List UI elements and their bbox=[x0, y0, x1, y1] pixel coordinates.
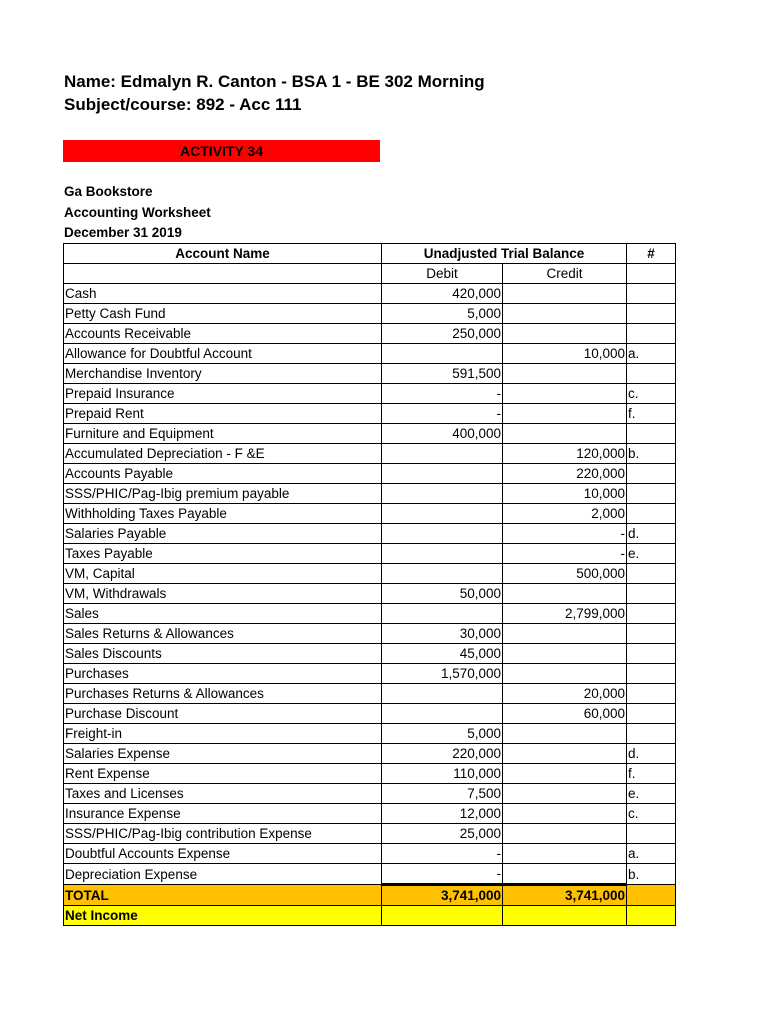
account-name-cell: Allowance for Doubtful Account bbox=[64, 344, 382, 364]
table-row bbox=[64, 344, 676, 364]
debit-cell bbox=[382, 504, 503, 524]
account-name-cell: Salaries Expense bbox=[64, 744, 382, 764]
adjustment-ref-cell: c. bbox=[627, 804, 676, 824]
debit-cell: 5,000 bbox=[382, 724, 503, 744]
total-row bbox=[64, 885, 676, 906]
account-name-cell: Insurance Expense bbox=[64, 804, 382, 824]
debit-cell bbox=[382, 684, 503, 704]
total-hash bbox=[627, 885, 676, 906]
adjustment-ref-cell bbox=[627, 304, 676, 324]
account-name-header: Account Name bbox=[64, 244, 382, 264]
debit-cell: 12,000 bbox=[382, 804, 503, 824]
table-row bbox=[64, 584, 676, 604]
adjustment-ref-cell: d. bbox=[627, 524, 676, 544]
credit-cell bbox=[503, 644, 627, 664]
credit-cell: - bbox=[503, 544, 627, 564]
debit-cell: - bbox=[382, 404, 503, 424]
debit-cell: 420,000 bbox=[382, 284, 503, 304]
adjustment-ref-cell bbox=[627, 604, 676, 624]
debit-cell bbox=[382, 544, 503, 564]
account-name-cell: Sales bbox=[64, 604, 382, 624]
credit-cell: 10,000 bbox=[503, 484, 627, 504]
table-row bbox=[64, 324, 676, 344]
table-row bbox=[64, 764, 676, 784]
debit-cell bbox=[382, 464, 503, 484]
subject-course-line: Subject/course: 892 - Acc 111 bbox=[64, 95, 302, 114]
debit-header: Debit bbox=[382, 264, 503, 284]
table-row bbox=[64, 844, 676, 864]
credit-cell: 120,000 bbox=[503, 444, 627, 464]
account-name-cell: Purchases bbox=[64, 664, 382, 684]
account-name-cell: Rent Expense bbox=[64, 764, 382, 784]
debit-cell: 7,500 bbox=[382, 784, 503, 804]
total-credit: 3,741,000 bbox=[503, 885, 627, 906]
adjustment-ref-cell: a. bbox=[627, 844, 676, 864]
credit-cell bbox=[503, 404, 627, 424]
table-row bbox=[64, 824, 676, 844]
table-row bbox=[64, 724, 676, 744]
debit-cell bbox=[382, 344, 503, 364]
debit-cell: - bbox=[382, 844, 503, 864]
document-title: Accounting Worksheet bbox=[64, 205, 211, 220]
utb-header: Unadjusted Trial Balance bbox=[382, 244, 627, 264]
account-name-cell: Petty Cash Fund bbox=[64, 304, 382, 324]
adjustment-ref-cell bbox=[627, 284, 676, 304]
debit-cell: 45,000 bbox=[382, 644, 503, 664]
table-row bbox=[64, 664, 676, 684]
account-name-cell: Cash bbox=[64, 284, 382, 304]
account-name-cell: Depreciation Expense bbox=[64, 864, 382, 885]
adjustment-ref-cell: e. bbox=[627, 544, 676, 564]
account-name-cell: Purchase Discount bbox=[64, 704, 382, 724]
adjustment-ref-cell: b. bbox=[627, 444, 676, 464]
table-row bbox=[64, 424, 676, 444]
adjustment-ref-cell bbox=[627, 324, 676, 344]
credit-cell bbox=[503, 784, 627, 804]
credit-cell bbox=[503, 624, 627, 644]
debit-cell bbox=[382, 704, 503, 724]
adjustment-ref-cell bbox=[627, 724, 676, 744]
credit-cell bbox=[503, 324, 627, 344]
header-row bbox=[64, 244, 676, 264]
credit-cell bbox=[503, 284, 627, 304]
table-row bbox=[64, 624, 676, 644]
subheader-blank bbox=[64, 264, 382, 284]
account-name-cell: SSS/PHIC/Pag-Ibig premium payable bbox=[64, 484, 382, 504]
debit-cell: 1,570,000 bbox=[382, 664, 503, 684]
credit-cell bbox=[503, 384, 627, 404]
document-date: December 31 2019 bbox=[64, 225, 182, 240]
total-label: TOTAL bbox=[64, 885, 382, 906]
table-row bbox=[64, 304, 676, 324]
account-name-cell: Prepaid Insurance bbox=[64, 384, 382, 404]
credit-cell bbox=[503, 824, 627, 844]
debit-cell: - bbox=[382, 864, 503, 885]
account-name-cell: Sales Returns & Allowances bbox=[64, 624, 382, 644]
company-name: Ga Bookstore bbox=[64, 184, 153, 199]
account-name-cell: Doubtful Accounts Expense bbox=[64, 844, 382, 864]
adjustment-ref-cell bbox=[627, 824, 676, 844]
account-name-cell: Salaries Payable bbox=[64, 524, 382, 544]
adjustment-ref-cell bbox=[627, 704, 676, 724]
adjustment-ref-cell: d. bbox=[627, 744, 676, 764]
adjustment-ref-cell bbox=[627, 364, 676, 384]
credit-cell bbox=[503, 364, 627, 384]
account-name-cell: Sales Discounts bbox=[64, 644, 382, 664]
subheader-blank-hash bbox=[627, 264, 676, 284]
credit-cell bbox=[503, 844, 627, 864]
account-name-cell: Taxes and Licenses bbox=[64, 784, 382, 804]
adjustment-ref-cell bbox=[627, 484, 676, 504]
credit-cell: 20,000 bbox=[503, 684, 627, 704]
debit-cell: 400,000 bbox=[382, 424, 503, 444]
debit-cell bbox=[382, 484, 503, 504]
adjustment-ref-cell bbox=[627, 684, 676, 704]
debit-cell: - bbox=[382, 384, 503, 404]
table-row bbox=[64, 284, 676, 304]
debit-cell bbox=[382, 444, 503, 464]
credit-cell bbox=[503, 584, 627, 604]
table-row bbox=[64, 744, 676, 764]
net-income-debit bbox=[382, 906, 503, 926]
credit-header: Credit bbox=[503, 264, 627, 284]
table-row bbox=[64, 524, 676, 544]
credit-cell bbox=[503, 764, 627, 784]
student-name-line: Name: Edmalyn R. Canton - BSA 1 - BE 302 Morning bbox=[64, 72, 485, 91]
net-income-hash bbox=[627, 906, 676, 926]
adjustment-ref-cell: e. bbox=[627, 784, 676, 804]
account-name-cell: Freight-in bbox=[64, 724, 382, 744]
adjustment-ref-cell bbox=[627, 644, 676, 664]
credit-cell: 2,799,000 bbox=[503, 604, 627, 624]
credit-cell: - bbox=[503, 524, 627, 544]
table-row bbox=[64, 384, 676, 404]
subheader-row bbox=[64, 264, 676, 284]
debit-cell: 250,000 bbox=[382, 324, 503, 344]
account-name-cell: Furniture and Equipment bbox=[64, 424, 382, 444]
credit-cell: 10,000 bbox=[503, 344, 627, 364]
worksheet-table bbox=[63, 243, 676, 926]
credit-cell bbox=[503, 744, 627, 764]
table-row bbox=[64, 444, 676, 464]
debit-cell: 220,000 bbox=[382, 744, 503, 764]
account-name-cell: Prepaid Rent bbox=[64, 404, 382, 424]
table-row bbox=[64, 704, 676, 724]
credit-cell: 60,000 bbox=[503, 704, 627, 724]
table-row bbox=[64, 404, 676, 424]
table-row bbox=[64, 364, 676, 384]
account-name-cell: Withholding Taxes Payable bbox=[64, 504, 382, 524]
adjustment-ref-cell: a. bbox=[627, 344, 676, 364]
credit-cell: 500,000 bbox=[503, 564, 627, 584]
debit-cell: 5,000 bbox=[382, 304, 503, 324]
credit-cell: 2,000 bbox=[503, 504, 627, 524]
table-row bbox=[64, 544, 676, 564]
adjustment-ref-cell bbox=[627, 584, 676, 604]
table-row bbox=[64, 504, 676, 524]
adjustment-ref-cell: f. bbox=[627, 404, 676, 424]
adjustment-ref-cell bbox=[627, 504, 676, 524]
adjustment-ref-cell: c. bbox=[627, 384, 676, 404]
credit-cell bbox=[503, 724, 627, 744]
debit-cell: 30,000 bbox=[382, 624, 503, 644]
total-debit: 3,741,000 bbox=[382, 885, 503, 906]
account-name-cell: VM, Capital bbox=[64, 564, 382, 584]
adjustment-ref-cell bbox=[627, 664, 676, 684]
debit-cell: 25,000 bbox=[382, 824, 503, 844]
credit-cell bbox=[503, 664, 627, 684]
net-income-label: Net Income bbox=[64, 906, 382, 926]
net-income-row bbox=[64, 906, 676, 926]
account-name-cell: Accumulated Depreciation - F &E bbox=[64, 444, 382, 464]
table-row bbox=[64, 464, 676, 484]
hash-header: # bbox=[627, 244, 676, 264]
account-name-cell: Purchases Returns & Allowances bbox=[64, 684, 382, 704]
table-row bbox=[64, 864, 676, 885]
adjustment-ref-cell: b. bbox=[627, 864, 676, 885]
account-name-cell: Accounts Payable bbox=[64, 464, 382, 484]
account-name-cell: Accounts Receivable bbox=[64, 324, 382, 344]
debit-cell bbox=[382, 564, 503, 584]
table-row bbox=[64, 684, 676, 704]
debit-cell bbox=[382, 604, 503, 624]
table-row bbox=[64, 564, 676, 584]
activity-banner: ACTIVITY 34 bbox=[63, 140, 380, 162]
credit-cell bbox=[503, 304, 627, 324]
table-row bbox=[64, 484, 676, 504]
adjustment-ref-cell bbox=[627, 464, 676, 484]
table-row bbox=[64, 784, 676, 804]
account-name-cell: SSS/PHIC/Pag-Ibig contribution Expense bbox=[64, 824, 382, 844]
table-row bbox=[64, 804, 676, 824]
debit-cell: 110,000 bbox=[382, 764, 503, 784]
account-name-cell: Taxes Payable bbox=[64, 544, 382, 564]
credit-cell: 220,000 bbox=[503, 464, 627, 484]
adjustment-ref-cell bbox=[627, 624, 676, 644]
credit-cell bbox=[503, 424, 627, 444]
debit-cell: 591,500 bbox=[382, 364, 503, 384]
debit-cell: 50,000 bbox=[382, 584, 503, 604]
debit-cell bbox=[382, 524, 503, 544]
net-income-credit bbox=[503, 906, 627, 926]
adjustment-ref-cell bbox=[627, 564, 676, 584]
account-name-cell: Merchandise Inventory bbox=[64, 364, 382, 384]
credit-cell bbox=[503, 804, 627, 824]
credit-cell bbox=[503, 864, 627, 885]
adjustment-ref-cell bbox=[627, 424, 676, 444]
table-row bbox=[64, 604, 676, 624]
adjustment-ref-cell: f. bbox=[627, 764, 676, 784]
table-row bbox=[64, 644, 676, 664]
account-name-cell: VM, Withdrawals bbox=[64, 584, 382, 604]
